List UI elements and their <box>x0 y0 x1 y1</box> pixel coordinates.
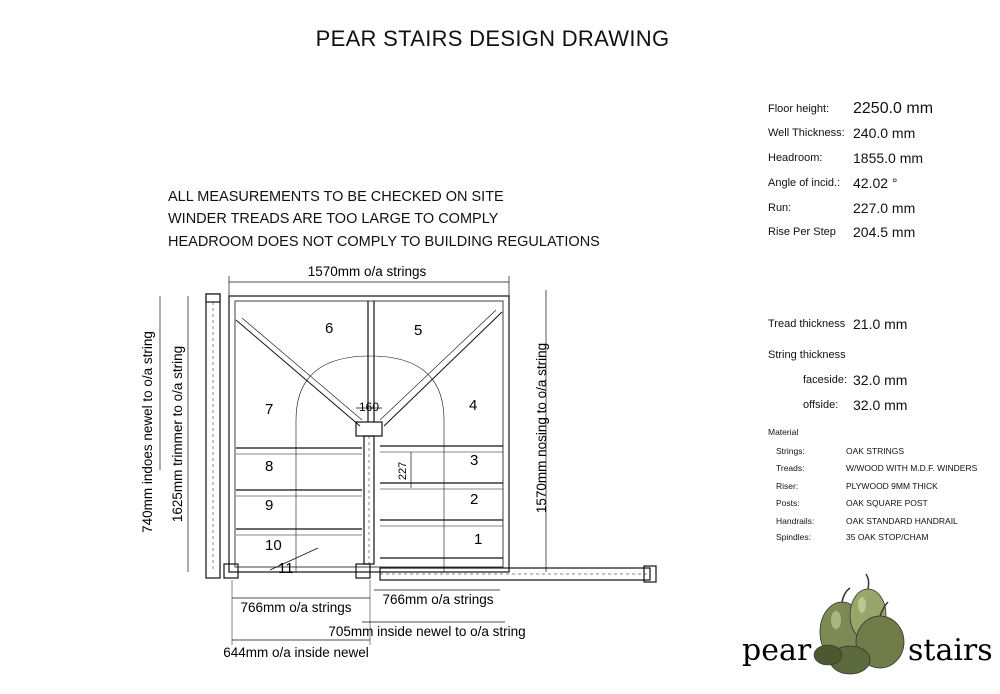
string-thickness-label: String thickness <box>768 349 846 361</box>
note-headroom: HEADROOM DOES NOT COMPLY TO BUILDING REGULATIONS <box>168 234 600 250</box>
material-label-treads: Treads: <box>776 463 805 473</box>
faceside-label: faceside: <box>803 374 848 386</box>
spec-label-rise: Rise Per Step <box>768 226 836 238</box>
spec-value-run: 227.0 mm <box>853 200 916 216</box>
dim-left-inner: 1625mm trimmer to o/a string <box>170 345 185 523</box>
spec-label-run: Run: <box>768 202 792 214</box>
step-number-7: 7 <box>265 401 274 418</box>
tread-thickness-value: 21.0 mm <box>853 316 908 332</box>
dim-run-227: 227 <box>397 461 409 481</box>
note-measurements: ALL MEASUREMENTS TO BE CHECKED ON SITE <box>168 189 504 205</box>
faceside-value: 32.0 mm <box>853 372 908 388</box>
step-number-6: 6 <box>325 320 334 337</box>
step-number-11: 11 <box>278 560 294 577</box>
dim-newel-160: 160 <box>358 400 380 414</box>
step-number-1: 1 <box>474 531 483 548</box>
spec-value-angle: 42.02 ° <box>853 175 898 191</box>
dim-left-outer: 740mm indoes newel to o/a string <box>140 331 155 533</box>
material-value-handrails: OAK STANDARD HANDRAIL <box>846 516 958 526</box>
step-number-2: 2 <box>470 491 479 508</box>
spec-value-well-thickness: 240.0 mm <box>853 125 916 141</box>
spec-label-floor-height: Floor height: <box>768 103 830 115</box>
material-value-strings: OAK STRINGS <box>846 446 905 456</box>
bottom-center-newel <box>356 564 370 578</box>
material-value-spindles: 35 OAK STOP/CHAM <box>846 532 929 542</box>
step-number-3: 3 <box>470 452 479 469</box>
logo-word-stairs: stairs <box>908 633 993 668</box>
material-value-posts: OAK SQUARE POST <box>846 498 928 508</box>
dim-bottom-left: 766mm o/a strings <box>240 600 352 615</box>
material-label-posts: Posts: <box>776 498 800 508</box>
dim-inside-newel-705: 705mm inside newel to o/a string <box>328 624 526 639</box>
material-label-strings: Strings: <box>776 446 805 456</box>
step-number-10: 10 <box>265 537 282 554</box>
step-number-9: 9 <box>265 497 274 514</box>
step-number-5: 5 <box>414 322 423 339</box>
dim-right: 1570mm nosing to o/a string <box>534 342 549 514</box>
material-label-handrails: Handrails: <box>776 516 815 526</box>
dim-top-width: 1570mm o/a strings <box>307 264 427 279</box>
spec-label-headroom: Headroom: <box>768 152 823 164</box>
step-number-4: 4 <box>469 397 478 414</box>
material-label-spindles: Spindles: <box>776 532 811 542</box>
material-label-riser: Riser: <box>776 481 799 491</box>
left-newel-cap <box>206 294 220 302</box>
spec-label-angle: Angle of incid.: <box>768 177 841 189</box>
page-title: PEAR STAIRS DESIGN DRAWING <box>315 26 670 51</box>
dim-bottom-right: 766mm o/a strings <box>382 592 494 607</box>
spec-label-well-thickness: Well Thickness: <box>768 127 845 139</box>
note-winder-treads: WINDER TREADS ARE TOO LARGE TO COMPLY <box>168 211 499 227</box>
material-value-treads: W/WOOD WITH M.D.F. WINDERS <box>846 463 978 473</box>
bottom-left-newel <box>224 564 238 578</box>
dim-inside-newel-644: 644mm o/a inside newel <box>223 645 369 660</box>
material-value-riser: PLYWOOD 9MM THICK <box>846 481 938 491</box>
spec-value-floor-height: 2250.0 mm <box>853 100 934 117</box>
logo-word-pear: pear <box>742 633 812 668</box>
tread-thickness-label: Tread thickness <box>768 318 846 330</box>
spec-value-headroom: 1855.0 mm <box>853 150 924 166</box>
spec-value-rise: 204.5 mm <box>853 224 916 240</box>
offside-value: 32.0 mm <box>853 397 908 413</box>
pear-logo-icon <box>814 574 904 674</box>
center-newel <box>356 422 382 436</box>
material-heading: Material <box>768 427 799 437</box>
step-number-8: 8 <box>265 458 274 475</box>
offside-label: offside: <box>803 399 839 411</box>
